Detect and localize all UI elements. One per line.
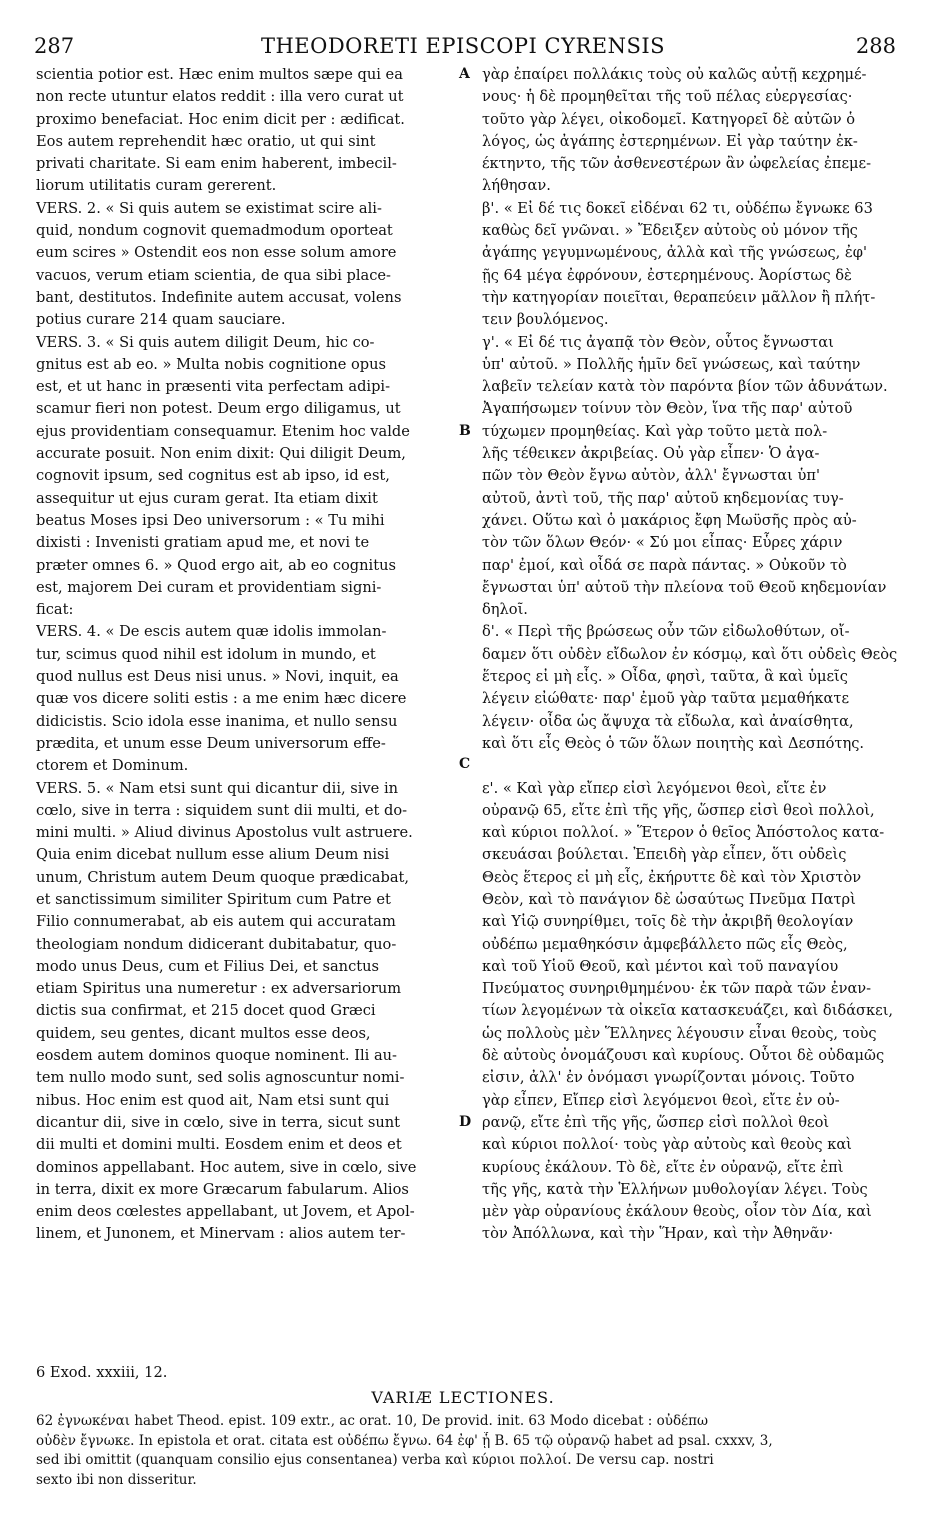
latin-text-line: enim deos cœlestes appellabant, ut Jovem, et Apol-	[36, 1203, 415, 1221]
latin-text-line: tem nullo modo sunt, sed solis agnoscuntur nomi-	[36, 1069, 405, 1087]
page-number-right: 288	[855, 34, 896, 58]
greek-text-line: τῆς γῆς, κατὰ τὴν Ἑλλήνων μυθολογίαν λέγει. Τοὺς	[482, 1180, 868, 1198]
margin-marker-a: A	[459, 66, 470, 82]
greek-text-line: Θεὸς ἕτερος εἰ μὴ εἷς, ἐκήρυττε δὲ καὶ τὸν Χριστὸν	[482, 868, 862, 886]
latin-column	[36, 64, 454, 1246]
greek-text-line: τύχωμεν προμηθείας. Καὶ γὰρ τοῦτο μετὰ πολ-	[482, 422, 828, 440]
greek-text-line: καθὼς δεῖ γνῶναι. » Ἔδειξεν αὐτοὺς οὐ μόνον τῆς	[482, 222, 858, 240]
latin-text-line: theologiam nondum didicerant dubitabatur, quo-	[36, 935, 397, 953]
latin-text-line: assequitur ut ejus curam gerat. Ita etiam dixit	[36, 489, 378, 507]
latin-text-line: est, majorem Dei curam et providentiam signi-	[36, 578, 382, 596]
latin-text-line: beatus Moses ipsi Deo universorum : « Tu mihi	[36, 511, 385, 529]
greek-text-line: λέγειν εἰώθατε· παρ' ἐμοῦ γὰρ ταῦτα μεμαθήκατε	[482, 690, 850, 708]
greek-text-line: οὐδέπω μεμαθηκόσιν ἀμφεβάλλετο πῶς εἷς Θεὸς,	[482, 935, 848, 953]
greek-text-line: αὐτοῦ, ἀντὶ τοῦ, τῆς παρ' αὐτοῦ κηδεμονίας τυγ-	[482, 489, 844, 507]
latin-text-line: ctorem et Dominum.	[36, 757, 189, 775]
greek-text-line: τὸν τῶν ὅλων Θεόν· « Σύ μοι εἶπας· Εὗρες χάριν	[482, 534, 843, 552]
variae-line: 62 ἐγνωκέναι habet Theod. epist. 109 extr., ac orat. 10, De provid. init. 63 Modo dicebat : οὐδέπω	[36, 1413, 708, 1429]
greek-text-line: καὶ Υἱῷ συνηρίθμει, τοῖς δὲ τὴν ἀκριβῆ θεολογίαν	[482, 913, 854, 931]
variae-lectiones	[36, 1412, 906, 1490]
variae-line: sed ibi omittit (quanquam consilio ejus consentanea) verba καὶ κύριοι πολλοί. De versu cap. nostri	[36, 1452, 714, 1468]
greek-text-line: Θεὸν, καὶ τὸ πανάγιον δὲ ὡσαύτως Πνεῦμα Πατρὶ	[482, 890, 856, 908]
footnote: 6 Exod. xxxiii, 12.	[36, 1364, 168, 1381]
latin-text-line: dii multi et domini multi. Eosdem enim et deos et	[36, 1136, 402, 1154]
greek-text-line: β'. « Εἰ δέ τις δοκεῖ εἰδέναι 62 τι, οὐδέπω ἔγνωκε 63	[482, 199, 873, 217]
latin-text-line: unum, Christum autem Deum quoque prædicabat,	[36, 868, 410, 886]
greek-text-line: γ'. « Εἰ δέ τις ἀγαπᾷ τὸν Θεὸν, οὗτος ἔγνωσται	[482, 333, 834, 351]
greek-text-line: χάνει. Οὕτω καὶ ὁ μακάριος ἔφη Μωϋσῆς πρὸς αὐ-	[482, 511, 857, 529]
variae-line: οὐδὲν ἔγνωκε. In epistola et orat. citata est οὐδέπω ἔγνω. 64 ἐφ' ᾗ B. 65 τῷ οὐρανῷ habet ad psal. cxxxv, 3,	[36, 1432, 773, 1449]
latin-text-line: accurate posuit. Non enim dixit: Qui diligit Deum,	[36, 445, 406, 463]
latin-text-line: didicistis. Scio idola esse inanima, et nullo sensu	[36, 712, 398, 730]
greek-text-line: σκευάσαι βούλεται. Ἐπειδὴ γὰρ εἶπεν, ὅτι οὐδεὶς	[482, 846, 847, 864]
greek-text-line: έκτηντο, τῆς τῶν ἀσθενεστέρων ἂν ὠφελείας ἐπεμε-	[482, 155, 872, 173]
greek-text-line: εἰσιν, ἀλλ' ἐν ὀνόμασι γνωρίζονται μόνοις. Τοῦτο	[482, 1069, 855, 1087]
greek-text-line: ἕτερος εἰ μὴ εἷς. » Οἶδα, φησὶ, ταῦτα, ἃ καὶ ὑμεῖς	[482, 668, 848, 686]
latin-text-line: et sanctissimum similiter Spiritum cum Patre et	[36, 890, 391, 908]
latin-text-line: quidem, seu gentes, dicant multos esse deos,	[36, 1024, 371, 1042]
latin-text-line: nibus. Hoc enim est quod ait, Nam etsi sunt qui	[36, 1091, 390, 1109]
greek-text-line: ῇς 64 μέγα ἐφρόνουν, ἐστερημένους. Ἀορίστως δὲ	[482, 266, 852, 284]
greek-text-line	[482, 755, 900, 777]
running-title: THEODORETI EPISCOPI CYRENSIS	[260, 34, 666, 58]
latin-text-line: etiam Spiritus una numeretur : ex adversariorum	[36, 980, 402, 998]
latin-text-line: eum scires » Ostendit eos non esse solum amore	[36, 244, 397, 262]
latin-text-line: dominos appellabant. Hoc autem, sive in cœlo, sive	[36, 1158, 417, 1176]
greek-column	[482, 64, 900, 1246]
latin-text-line: privati charitate. Si eam enim haberent, imbecil-	[36, 155, 397, 173]
latin-text-line: in terra, dixit ex more Græcarum fabularum. Alios	[36, 1180, 409, 1198]
latin-text-line: VERS. 2. « Si quis autem se existimat scire ali-	[36, 199, 382, 217]
latin-text-line: gnitus est ab eo. » Multa nobis cognitione opus	[36, 355, 387, 373]
latin-text-line: liorum utilitatis curam gererent.	[36, 177, 277, 195]
latin-text-line: Filio connumerabat, ab eis autem qui accuratam	[36, 913, 396, 931]
latin-text-line: prædita, et unum esse Deum universorum effe-	[36, 734, 386, 752]
margin-marker-c: C	[459, 756, 471, 772]
greek-text-line: λέγειν· οἶδα ὡς ἄψυχα τὰ εἴδωλα, καὶ ἀναίσθητα,	[482, 712, 854, 730]
greek-text-line: ὡς πολλοὺς μὲν Ἕλληνες λέγουσιν εἶναι θεοὺς, τοὺς	[482, 1024, 877, 1042]
page-number-left: 287	[34, 34, 75, 58]
greek-text-line: καὶ κύριοι πολλοί· τοὺς γὰρ αὐτοὺς καὶ θεοὺς καὶ	[482, 1136, 852, 1154]
greek-text-line: δ'. « Περὶ τῆς βρώσεως οὖν τῶν εἰδωλοθύτων, οἴ-	[482, 623, 850, 641]
latin-text-line: dictis sua confirmat, et 215 docet quod Græci	[36, 1002, 376, 1020]
latin-text-line: ficat:	[36, 601, 74, 619]
latin-text-line: cognovit ipsum, sed cognitus est ab ipso, id est,	[36, 467, 390, 485]
latin-text-line: non recte utuntur elatos reddit : illa vero curat ut	[36, 88, 404, 106]
greek-text-line: καὶ τοῦ Υἱοῦ Θεοῦ, καὶ μέντοι καὶ τοῦ παναγίου	[482, 957, 839, 975]
greek-text-line: νους· ἡ δὲ προμηθεῖται τῆς τοῦ πέλας εὐεργεσίας·	[482, 88, 853, 106]
latin-text-line: quæ vos dicere soliti estis : a me enim hæc dicere	[36, 690, 407, 708]
greek-text-line: ὑπ' αὐτοῦ. » Πολλῆς ἡμῖν δεῖ γνώσεως, καὶ ταύτην	[482, 355, 861, 373]
margin-marker-d: D	[459, 1114, 472, 1130]
greek-text-line: δὲ αὐτοὺς ὀνομάζουσι καὶ κυρίους. Οὗτοι δὲ οὐδαμῶς	[482, 1047, 885, 1065]
latin-text-line: scientia potior est. Hæc enim multos sæpe qui ea	[36, 66, 403, 83]
variae-line: sexto ibi non disseritur.	[36, 1471, 197, 1488]
latin-text-line: dicantur dii, sive in cœlo, sive in terra, sicut sunt	[36, 1113, 401, 1131]
latin-text-line: proximo benefaciat. Hoc enim dicit per : ædificat.	[36, 110, 405, 128]
latin-text-line: quod nullus est Deus nisi unus. » Novi, inquit, ea	[36, 668, 399, 686]
latin-text-line: cœlo, sive in terra : siquidem sunt dii multi, et do-	[36, 801, 408, 819]
latin-text-line: tur, scimus quod nihil est idolum in mundo, et	[36, 645, 376, 663]
greek-text-line: τίων λεγομένων τὰ οἰκεῖα κατασκευάζει, καὶ διδάσκει,	[482, 1002, 894, 1020]
margin-marker-b: B	[459, 423, 471, 439]
greek-text-line: τοῦτο γὰρ λέγει, οἰκοδομεῖ. Κατηγορεῖ δὲ αὐτῶν ὁ	[482, 110, 855, 128]
latin-text-line: potius curare 214 quam sauciare.	[36, 311, 286, 329]
greek-text-line: τειν βουλόμενος.	[482, 311, 609, 329]
latin-text-line: VERS. 5. « Nam etsi sunt qui dicantur dii, sive in	[36, 779, 399, 797]
latin-text-line: eosdem autem dominos quoque nominent. Ili au-	[36, 1047, 397, 1065]
greek-text-line: Πνεύματος συνηριθμημένου· ἐκ τῶν παρὰ τῶν ἐναν-	[482, 980, 872, 998]
greek-text-line: ἀγάπης γεγυμνωμένους, ἀλλὰ καὶ τῆς γνώσεως, ἐφ'	[482, 244, 867, 262]
greek-text-line: κυρίους ἐκάλουν. Τὸ δὲ, εἴτε ἐν οὐρανῷ, εἴτε ἐπὶ	[482, 1158, 844, 1176]
greek-text-line: δηλοῖ.	[482, 601, 528, 619]
latin-text-line: bant, destitutos. Indefinite autem accusat, volens	[36, 288, 402, 306]
latin-text-line: Quia enim dicebat nullum esse alium Deum nisi	[36, 846, 390, 864]
greek-text-line: οὐρανῷ 65, εἴτε ἐπὶ τῆς γῆς, ὥσπερ εἰσὶ θεοὶ πολλοὶ,	[482, 801, 875, 819]
greek-text-line: γὰρ ἐπαίρει πολλάκις τοὺς οὐ καλῶς αὐτῇ κεχρημέ-	[482, 66, 867, 83]
greek-text-line: Ἀγαπήσωμεν τοίνυν τὸν Θεὸν, ἵνα τῆς παρ' αὐτοῦ	[482, 400, 853, 418]
latin-text-line: VERS. 3. « Si quis autem diligit Deum, hic co-	[36, 333, 375, 351]
greek-text-line: λαβεῖν τελείαν κατὰ τὸν παρόντα βίον τῶν ἀδυνάτων.	[482, 378, 888, 396]
latin-text-line: quid, nondum cognovit quemadmodum oporteat	[36, 222, 393, 240]
variae-lectiones-title: VARIÆ LECTIONES.	[371, 1388, 555, 1407]
greek-text-line: λῆς τέθεικεν ἀκριβείας. Οὐ γὰρ εἶπεν· Ὁ ἀγα-	[482, 445, 820, 463]
greek-text-line: τὴν κατηγορίαν ποιεῖται, θεραπεύειν μᾶλλον ἢ πλήτ-	[482, 288, 876, 306]
greek-text-line: ε'. « Καὶ γὰρ εἴπερ εἰσὶ λεγόμενοι θεοὶ, εἴτε ἐν	[482, 779, 827, 797]
latin-text-line: mini multi. » Aliud divinus Apostolus vult astruere.	[36, 824, 413, 842]
greek-text-line: λόγος, ὡς ἀγάπης ἐστερημένων. Εἰ γὰρ ταύτην ἐκ-	[482, 132, 858, 150]
greek-text-line: λήθησαν.	[482, 177, 551, 195]
greek-text-line: μὲν γὰρ οὐρανίους ἐκάλουν θεοὺς, οἷον τὸν Δία, καὶ	[482, 1203, 872, 1221]
greek-text-line: ἔγνωσται ὑπ' αὐτοῦ τὴν πλείονα τοῦ Θεοῦ κηδεμονίαν	[482, 578, 887, 596]
page-header	[0, 34, 926, 58]
greek-text-line: τὸν Ἀπόλλωνα, καὶ τὴν Ἥραν, καὶ τὴν Ἀθηνᾶν·	[482, 1225, 834, 1243]
latin-text-line: præter omnes 6. » Quod ergo ait, ab eo cognitus	[36, 556, 396, 574]
latin-text-line: scamur fieri non potest. Deum ergo diligamus, ut	[36, 400, 401, 418]
latin-text-line: vacuos, verum etiam scientia, de qua sibi place-	[36, 266, 391, 284]
greek-text-line: ρανῷ, εἴτε ἐπὶ τῆς γῆς, ὥσπερ εἰσὶ πολλοὶ θεοὶ	[482, 1113, 830, 1131]
greek-text-line: πῶν τὸν Θεὸν ἔγνω αὐτὸν, ἀλλ' ἔγνωσται ὑπ'	[482, 467, 820, 485]
greek-text-line: δαμεν ὅτι οὐδὲν εἴδωλον ἐν κόσμῳ, καὶ ὅτι οὐδεὶς Θεὸς	[482, 645, 898, 663]
greek-text-line: παρ' ἐμοί, καὶ οἶδά σε παρὰ πάντας. » Οὐκοῦν τὸ	[482, 556, 847, 574]
greek-text-line: καὶ κύριοι πολλοί. » Ἕτερον ὁ θεῖος Ἀπόστολος κατα-	[482, 824, 885, 842]
latin-text-line: dixisti : Invenisti gratiam apud me, et novi te	[36, 534, 370, 552]
latin-text-line: linem, et Junonem, et Minervam : alios autem ter-	[36, 1225, 406, 1243]
latin-text-line: est, et ut hanc in præsenti vita perfectam adipi-	[36, 378, 391, 396]
latin-text-line: modo unus Deus, cum et Filius Dei, et sanctus	[36, 957, 380, 975]
latin-text-line: ejus providentiam consequamur. Etenim hoc valde	[36, 422, 410, 440]
greek-text-line: καὶ ὅτι εἷς Θεὸς ὁ τῶν ὅλων ποιητὴς καὶ Δεσπότης.	[482, 734, 865, 752]
greek-text-line: γὰρ εἶπεν, Εἴπερ εἰσὶ λεγόμενοι θεοὶ, εἴτε ἐν οὐ-	[482, 1091, 840, 1109]
latin-text-line: Eos autem reprehendit hæc oratio, ut qui sint	[36, 132, 376, 150]
latin-text-line: VERS. 4. « De escis autem quæ idolis immolan-	[36, 623, 387, 641]
